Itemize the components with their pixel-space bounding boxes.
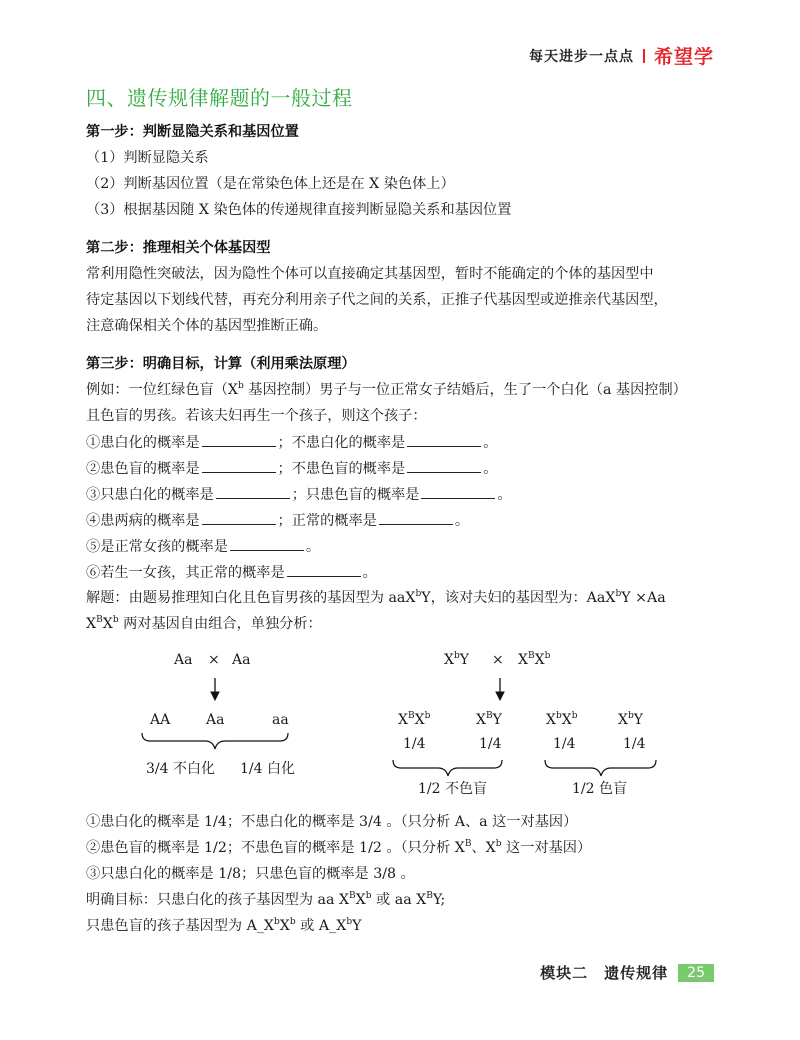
- answer-blank: [202, 458, 276, 473]
- gene-x: X: [102, 616, 113, 632]
- header-slogan: 每天进步一点点: [528, 48, 634, 65]
- brace-icon: [393, 760, 502, 776]
- superscript: b: [424, 711, 431, 721]
- answer-blank: [407, 432, 481, 447]
- page-header: [529, 42, 714, 69]
- superscript: b: [274, 917, 280, 927]
- solution-text: 解题：由题易推理知白化且色盲男孩的基因型为 aaX: [86, 590, 416, 606]
- parent-genotype: [518, 652, 550, 668]
- goal-text: 只患色盲的孩子基因型为 A_X: [86, 918, 275, 934]
- step2-line: 待定基因以下划线代替，再充分利用亲子代之间的关系，正推子代基因型或逆推亲代基因型，: [86, 292, 668, 308]
- group-label: 1/4 白化: [240, 761, 295, 777]
- question-text: 。: [497, 487, 512, 503]
- brace-icon: [545, 760, 656, 776]
- question-text: 。: [483, 435, 498, 451]
- offspring-genotype: aa: [272, 712, 289, 728]
- gene-y: Y: [459, 652, 469, 668]
- superscript: b: [453, 651, 460, 661]
- gene-y: Y: [633, 712, 643, 728]
- gene-x: X: [444, 652, 454, 668]
- goal-text: Y: [352, 918, 362, 934]
- step3-heading: 第三步：明确目标，计算（利用乘法原理）: [86, 356, 356, 372]
- question-line: [86, 536, 320, 557]
- solution-line: [86, 588, 666, 608]
- module-label: 模块二 遗传规律: [540, 964, 669, 982]
- superscript: b: [555, 711, 562, 721]
- answer-blank: [407, 458, 481, 473]
- page-number: 25: [678, 964, 714, 982]
- result-line: ①患白化的概率是 1/4；不患白化的概率是 3/4 。（只分析 A、a 这一对基因）: [86, 814, 578, 830]
- question-line: [86, 484, 512, 505]
- superscript: B: [426, 891, 433, 901]
- superscript: b: [495, 839, 502, 849]
- example-line: [86, 380, 687, 400]
- offspring-genotype: [398, 712, 430, 728]
- superscript: b: [112, 615, 119, 625]
- down-arrow-icon: [211, 678, 219, 700]
- cross-symbol: ×: [492, 652, 504, 668]
- result-text: 、X: [471, 840, 496, 856]
- step1-heading: 第一步：判断显隐关系和基因位置: [86, 124, 299, 140]
- group-label: 3/4 不白化: [146, 761, 215, 777]
- cross-symbol: ×: [208, 652, 220, 668]
- solution-text: 两对基因自由组合，单独分析：: [118, 616, 322, 632]
- superscript: b: [571, 711, 578, 721]
- goal-text: 明确目标：只患白化的孩子基因型为 aa X: [86, 892, 350, 908]
- superscript: B: [464, 839, 472, 849]
- question-line: [86, 432, 497, 453]
- question-line: [86, 510, 469, 531]
- example-line: 且色盲的男孩。若该夫妇再生一个孩子，则这个孩子：: [86, 408, 427, 424]
- brace-icon: [142, 733, 288, 749]
- gene-x: X: [518, 652, 528, 668]
- question-text: ；不患白化的概率是: [277, 435, 406, 451]
- question-text: ⑥若生一女孩，其正常的概率是: [86, 565, 285, 581]
- goal-line: [86, 890, 445, 910]
- superscript: b: [289, 917, 296, 927]
- answer-blank: [230, 536, 304, 551]
- group-label: 1/2 色盲: [572, 781, 627, 797]
- fraction-label: 1/4: [403, 736, 426, 752]
- superscript: b: [544, 651, 551, 661]
- superscript: B: [96, 615, 103, 625]
- superscript: b: [415, 589, 422, 599]
- header-separator: [643, 49, 645, 63]
- superscript: B: [407, 711, 415, 721]
- example-text: 例如：一位红绿色盲（X: [86, 382, 238, 398]
- question-text: ①患白化的概率是: [86, 435, 200, 451]
- question-text: ③只患白化的概率是: [86, 487, 214, 503]
- result-text: ②患色盲的概率是 1/2；不患色盲的概率是 1/2 。（只分析 X: [86, 840, 465, 856]
- offspring-genotype: [618, 712, 643, 728]
- step2-heading: 第二步：推理相关个体基因型: [86, 240, 271, 256]
- gene-x: X: [561, 712, 572, 728]
- goal-text: Y;: [432, 892, 446, 908]
- fraction-label: 1/4: [479, 736, 502, 752]
- step1-item: （1）判断显隐关系: [86, 150, 209, 166]
- superscript: B: [349, 891, 356, 901]
- down-arrow-icon: [496, 678, 504, 700]
- superscript: B: [527, 651, 535, 661]
- section-title: 四、遗传规律解题的一般过程: [86, 86, 353, 110]
- question-text: 。: [454, 513, 470, 529]
- page-footer: [540, 962, 714, 983]
- question-text: ；正常的概率是: [277, 513, 377, 529]
- gene-x: X: [476, 712, 486, 728]
- answer-blank: [379, 510, 453, 525]
- question-text: ②患色盲的概率是: [86, 461, 200, 477]
- step2-line: 常利用隐性突破法，因为隐性个体可以直接确定其基因型，暂时不能确定的个体的基因型中: [86, 266, 654, 282]
- gene-x: X: [414, 712, 425, 728]
- answer-blank: [202, 510, 276, 525]
- question-line: [86, 562, 377, 583]
- gene-y: Y: [492, 712, 502, 728]
- question-text: 。: [305, 539, 321, 555]
- solution-text: Y ×Aa: [621, 590, 666, 606]
- fraction-label: 1/4: [623, 736, 646, 752]
- question-text: ④患两病的概率是: [86, 513, 200, 529]
- example-text: 基因控制）男子与一位正常女子结婚后，生了一个白化（a 基因控制）: [243, 382, 687, 398]
- superscript: b: [627, 711, 634, 721]
- answer-blank: [216, 484, 290, 499]
- superscript: b: [615, 589, 622, 599]
- goal-text: 或 A_X: [295, 918, 347, 934]
- gene-x: X: [86, 616, 97, 632]
- gene-x: X: [534, 652, 545, 668]
- answer-blank: [287, 562, 361, 577]
- solution-line: [86, 614, 322, 634]
- gene-x: X: [398, 712, 408, 728]
- goal-line: [86, 916, 361, 936]
- gene-x: X: [355, 892, 366, 908]
- goal-text: 或 aa X: [371, 892, 427, 908]
- step1-item: （3）根据基因随 X 染色体的传递规律直接判断显隐关系和基因位置: [86, 202, 512, 218]
- superscript: b: [365, 891, 372, 901]
- result-text: 这一对基因）: [501, 840, 592, 856]
- result-line: ③只患白化的概率是 1/8；只患色盲的概率是 3/8 。: [86, 866, 415, 882]
- superscript: b: [346, 917, 353, 927]
- step1-item: （2）判断基因位置（是在常染色体上还是在 X 染色体上）: [86, 176, 455, 192]
- question-text: ⑤是正常女孩的概率是: [86, 539, 228, 555]
- question-text: ；不患色盲的概率是: [277, 461, 406, 477]
- question-text: ；只患色盲的概率是: [291, 487, 420, 503]
- step2-line: 注意确保相关个体的基因型推断正确。: [86, 318, 328, 334]
- offspring-genotype: [546, 712, 577, 728]
- parent-genotype: [444, 652, 469, 668]
- answer-blank: [421, 484, 495, 499]
- solution-text: Y，该对夫妇的基因型为：AaX: [421, 590, 616, 606]
- group-label: 1/2 不色盲: [418, 781, 487, 797]
- answer-blank: [202, 432, 276, 447]
- gene-x: X: [279, 918, 290, 934]
- parent-genotype: Aa: [232, 652, 251, 668]
- fraction-label: 1/4: [553, 736, 576, 752]
- brand-logo: 希望学: [653, 46, 714, 68]
- question-text: 。: [362, 565, 377, 581]
- offspring-genotype: AA: [150, 712, 171, 728]
- gene-x: X: [546, 712, 556, 728]
- question-text: 。: [483, 461, 498, 477]
- superscript: b: [237, 381, 244, 391]
- gene-x: X: [618, 712, 628, 728]
- superscript: B: [485, 711, 493, 721]
- result-line: [86, 838, 591, 858]
- offspring-genotype: Aa: [206, 712, 225, 728]
- offspring-genotype: [476, 712, 502, 728]
- question-line: [86, 458, 497, 479]
- parent-genotype: Aa: [174, 652, 193, 668]
